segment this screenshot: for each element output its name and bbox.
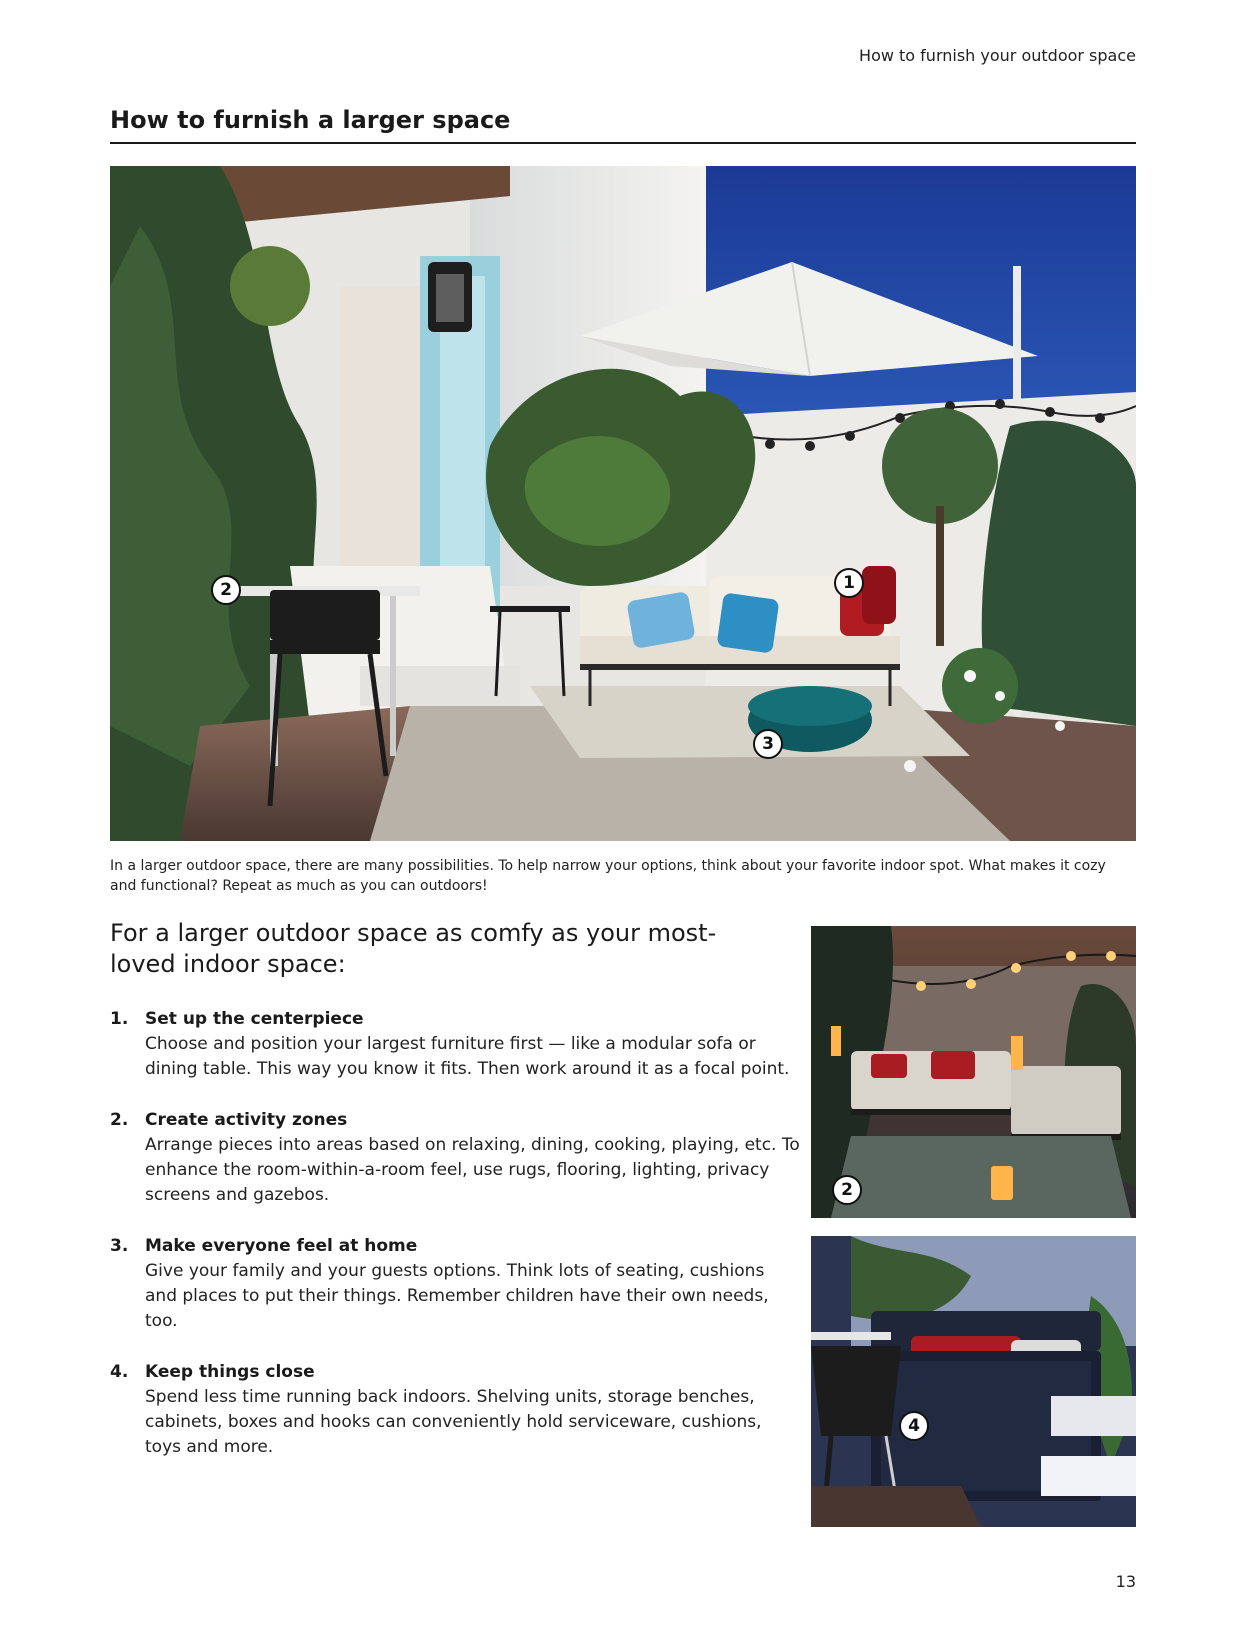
tip-body: Give your family and your guests options. Think lots of seating, cushions and places to put their things. Remember children have their own needs, too.	[145, 1261, 769, 1331]
tip-body: Arrange pieces into areas based on relaxing, dining, cooking, playing, etc. To enhance the room-within-a-room feel, use rugs, flooring, lighting, privacy screens and gazebos.	[145, 1135, 800, 1205]
hero-patio-photo	[110, 166, 1136, 841]
page-title: How to furnish a larger space	[110, 106, 511, 134]
tip-heading: Make everyone feel at home	[145, 1236, 418, 1256]
tip-heading: Create activity zones	[145, 1110, 348, 1130]
tip-item	[110, 1234, 800, 1334]
hero-badge-1: 1	[834, 568, 864, 598]
title-rule	[110, 142, 1136, 144]
side-top-badge-2: 2	[832, 1175, 862, 1205]
tip-number: 4.	[110, 1362, 129, 1382]
tip-item	[110, 1108, 800, 1208]
page-number: 13	[1115, 1572, 1136, 1591]
hero-badge-2: 2	[211, 575, 241, 605]
intro-heading: For a larger outdoor space as comfy as your most-loved indoor space:	[110, 919, 717, 978]
tip-item	[110, 1007, 800, 1082]
tip-item	[110, 1360, 800, 1460]
storage-bench-photo	[811, 1236, 1136, 1527]
tip-body: Choose and position your largest furniture first — like a modular sofa or dining table. This way you know it fits. Then work around it as a focal point.	[145, 1034, 790, 1079]
tip-number: 2.	[110, 1110, 129, 1130]
tips-list	[110, 1007, 800, 1486]
tip-heading: Keep things close	[145, 1362, 315, 1382]
tip-number: 3.	[110, 1236, 129, 1256]
tip-number: 1.	[110, 1009, 129, 1029]
tip-body: Spend less time running back indoors. Shelving units, storage benches, cabinets, boxes and hooks can conveniently hold serviceware, cushions, toys and more.	[145, 1387, 762, 1457]
hero-caption: In a larger outdoor space, there are many possibilities. To help narrow your options, think about your favorite indoor spot. What makes it cozy and functional? Repeat as much as you can outdoors!	[110, 858, 1106, 894]
tip-heading: Set up the centerpiece	[145, 1009, 364, 1029]
hero-badge-3: 3	[753, 729, 783, 759]
side-bottom-badge-4: 4	[899, 1411, 929, 1441]
evening-lounge-photo	[811, 926, 1136, 1218]
running-head: How to furnish your outdoor space	[859, 46, 1136, 65]
